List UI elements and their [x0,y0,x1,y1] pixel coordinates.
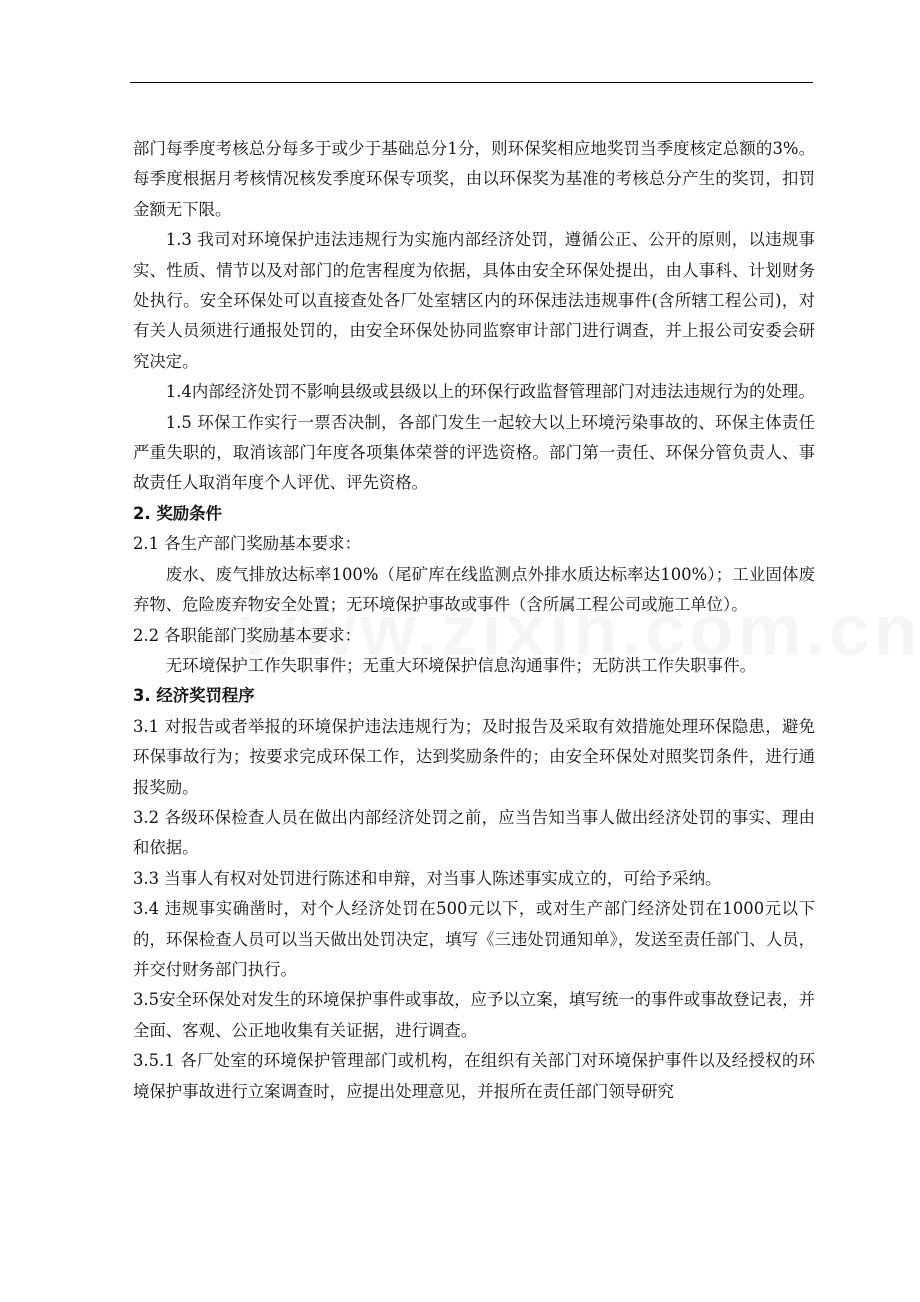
paragraph: 3.4 违规事实确凿时，对个人经济处罚在500元以下，或对生产部门经济处罚在1000元以下的，环保检查人员可以当天做出处罚决定，填写《三违处罚通知单》，发送至责任部门、人员，并交付财务部门执行。 [133,899,815,979]
paragraph: 3.3 当事人有权对处罚进行陈述和申辩，对当事人陈述事实成立的，可给予采纳。 [133,868,722,888]
paragraph: 无环境保护工作失职事件；无重大环境保护信息沟通事件；无防洪工作失职事件。 [165,655,756,675]
section-heading: 2. 奖励条件 [133,503,222,523]
paragraph: 部门每季度考核总分每多于或少于基础总分1分，则环保奖相应地奖罚当季度核定总额的3%。每季度根据月考核情况核发季度环保专项奖，由以环保奖为基准的考核总分产生的奖罚，扣罚金额无下限。 [133,139,815,219]
paragraph: 3.5安全环保处对发生的环境保护事件或事故，应予以立案，填写统一的事件或事故登记表，并全面、客观、公正地收集有关证据，进行调查。 [133,990,815,1040]
paragraph: 2.2 各职能部门奖励基本要求： [133,625,361,645]
header-rule [130,82,813,83]
paragraph: 3.5.1 各厂处室的环境保护管理部门或机构，在组织有关部门对环境保护事件以及经授权的环境保护事故进行立案调查时，应提出处理意见，并报所在责任部门领导研究 [133,1051,815,1101]
paragraph: 2.1 各生产部门奖励基本要求： [133,534,361,554]
paragraph: 3.2 各级环保检查人员在做出内部经济处罚之前，应当告知当事人做出经济处罚的事实、理由和依据。 [133,807,815,858]
paragraph: 3.1 对报告或者举报的环境保护违法违规行为；及时报告及采取有效措施处理环保隐患，避免环保事故行为；按要求完成环保工作，达到奖励条件的；由安全环保处对照奖罚条件，进行通报奖励。 [133,716,815,797]
paragraph: 1.4内部经济处罚不影响县级或县级以上的环保行政监督管理部门对违法违规行为的处理。 [165,382,815,402]
paragraph: 1.3 我司对环境保护违法违规行为实施内部经济处罚，遵循公正、公开的原则，以违规事实、性质、情节以及对部门的危害程度为依据，具体由安全环保处提出，由人事科、计划财务处执行。安全环保处可以直接查处各厂处室辖区内的环保违法违规事件(含所辖工程公司)，对有关人员须进行通报处罚的，由安全环保处协同监察审计部门进行调查，并上报公司安委会研究决定。 [133,230,815,371]
document-body [133,134,815,1107]
paragraph: 废水、废气排放达标率100%（尾矿库在线监测点外排水质达标率达100%）；工业固体废弃物、危险废弃物安全处置；无环境保护事故或事件（含所属工程公司或施工单位）。 [133,564,815,615]
paragraph: 1.5 环保工作实行一票否决制，各部门发生一起较大以上环境污染事故的、环保主体责任严重失职的，取消该部门年度各项集体荣誉的评选资格。部门第一责任、环保分管负责人、事故责任人取消年度个人评优、评先资格。 [133,412,815,493]
section-heading: 3. 经济奖罚程序 [133,686,255,706]
